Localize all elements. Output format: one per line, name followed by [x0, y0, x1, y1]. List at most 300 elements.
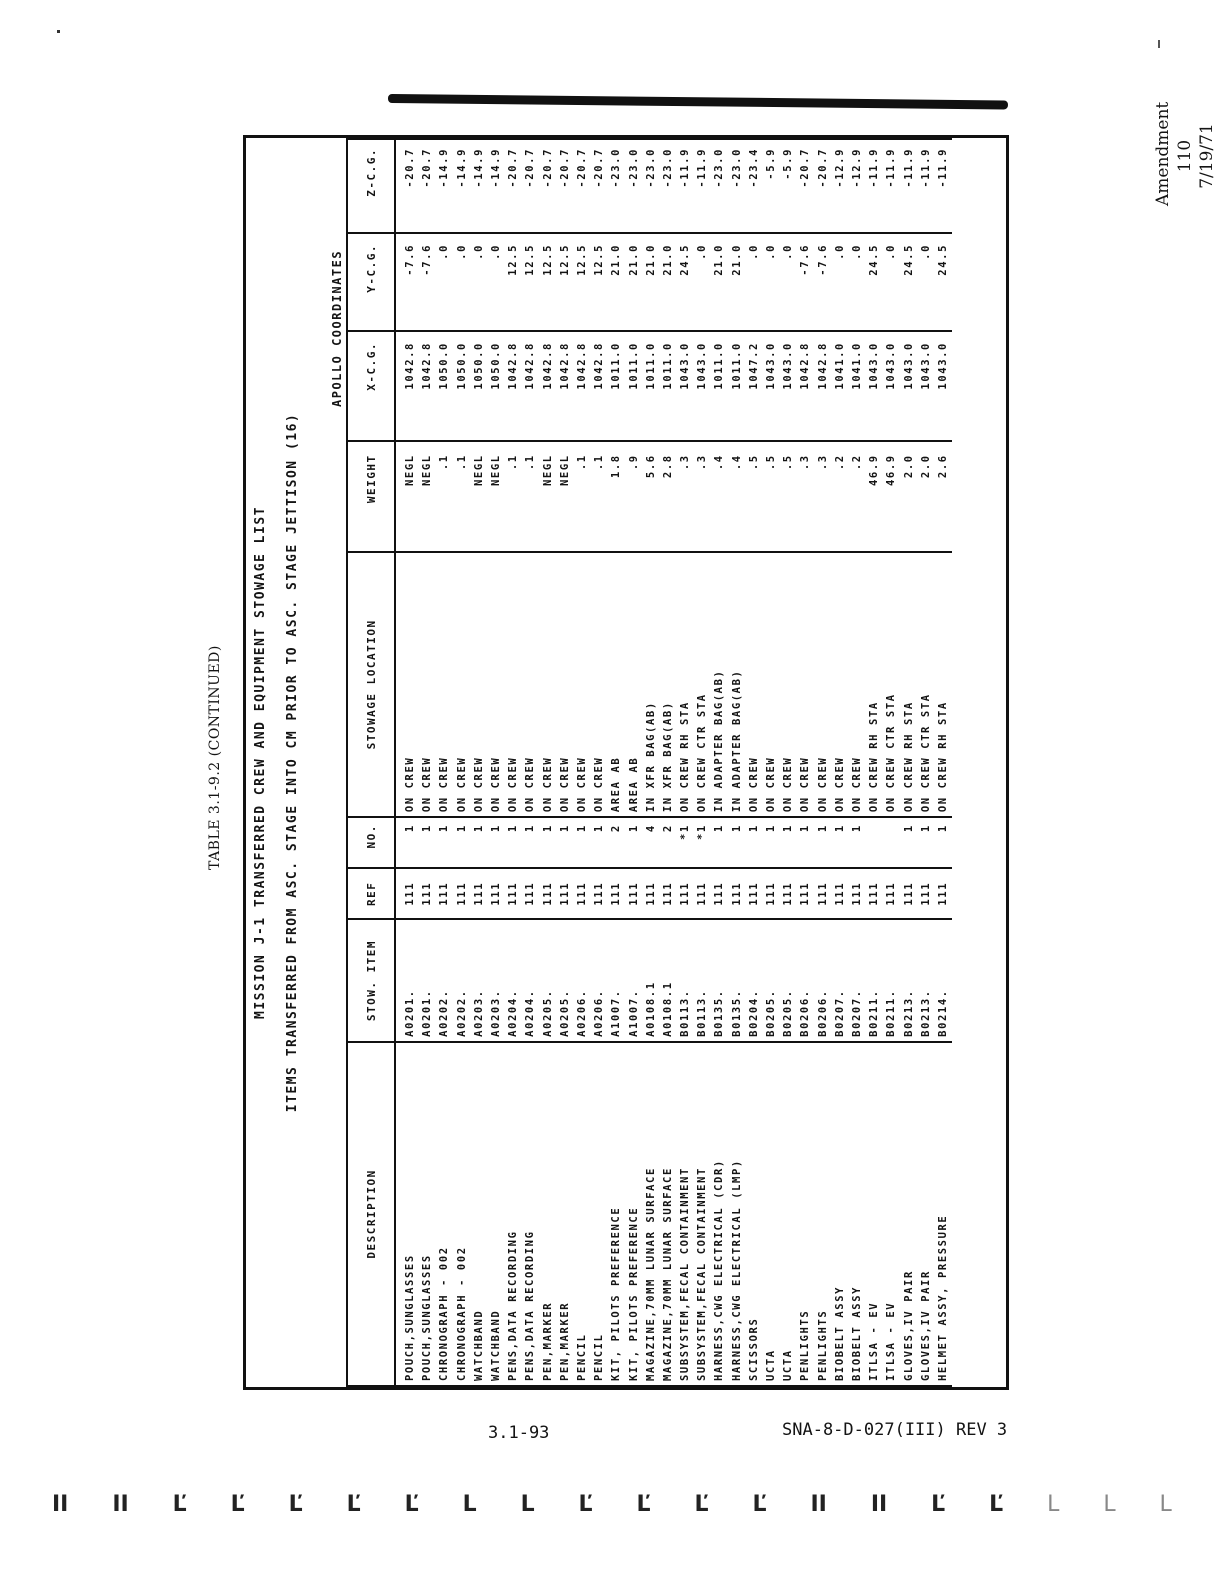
cell-ref: 111	[849, 868, 866, 919]
cell-loc: AREA AB	[625, 552, 642, 818]
cell-x: 1042.8	[505, 331, 522, 441]
cell-z: -11.9	[866, 139, 883, 233]
col-z-cg: Z-C.G.	[347, 139, 395, 233]
cell-x: 1042.8	[797, 331, 814, 441]
tab-mark: Ľ	[989, 1492, 1004, 1517]
cell-wt: NEGL	[395, 441, 419, 551]
cell-stow: B0213.	[900, 919, 917, 1042]
cell-z: -20.7	[505, 139, 522, 233]
table-row	[694, 139, 711, 1386]
cell-loc: ON CREW	[522, 552, 539, 818]
cell-x: 1043.0	[866, 331, 883, 441]
cell-y: .0	[763, 233, 780, 331]
cell-desc: SCISSORS	[746, 1042, 763, 1386]
cell-x: 1042.8	[815, 331, 832, 441]
cell-loc: ON CREW	[454, 552, 471, 818]
cell-x: 1042.8	[540, 331, 557, 441]
cell-loc: ON CREW	[505, 552, 522, 818]
cell-x: 1011.0	[608, 331, 625, 441]
table-row	[608, 139, 625, 1386]
cell-ref: 111	[643, 868, 660, 919]
cell-wt: 2.0	[900, 441, 917, 551]
cell-ref: 111	[711, 868, 728, 919]
cell-x: 1011.0	[711, 331, 728, 441]
cell-y: 12.5	[540, 233, 557, 331]
cell-desc: WATCHBAND	[471, 1042, 488, 1386]
cell-stow: B0211.	[866, 919, 883, 1042]
cell-loc: ON CREW	[574, 552, 591, 818]
cell-loc: IN XFR BAG(AB)	[660, 552, 677, 818]
cell-stow: B0214.	[935, 919, 952, 1042]
tab-mark: Ľ	[931, 1492, 946, 1517]
cell-y: .0	[746, 233, 763, 331]
cell-ref: 111	[471, 868, 488, 919]
cell-loc: ON CREW	[419, 552, 436, 818]
cell-wt: NEGL	[471, 441, 488, 551]
cell-z: -14.9	[454, 139, 471, 233]
redaction-pen-line	[388, 94, 1008, 109]
cell-y: .0	[918, 233, 935, 331]
cell-no	[866, 817, 883, 868]
cell-no: 2	[608, 817, 625, 868]
tab-mark: Ľ	[288, 1492, 303, 1517]
cell-desc: HARNESS,CWG ELECTRICAL (CDR)	[711, 1042, 728, 1386]
cell-loc: IN ADAPTER BAG(AB)	[711, 552, 728, 818]
cell-wt: .5	[780, 441, 797, 551]
cell-stow: B0206.	[797, 919, 814, 1042]
cell-wt: .3	[677, 441, 694, 551]
cell-no: 1	[540, 817, 557, 868]
cell-no	[883, 817, 900, 868]
cell-stow: B0135.	[711, 919, 728, 1042]
table-row	[505, 139, 522, 1386]
cell-no: 1	[522, 817, 539, 868]
cell-no: 1	[436, 817, 453, 868]
cell-loc: IN ADAPTER BAG(AB)	[729, 552, 746, 818]
cell-desc: ITLSA - EV	[883, 1042, 900, 1386]
cell-ref: 111	[488, 868, 505, 919]
cell-y: 24.5	[677, 233, 694, 331]
scan-speck	[1158, 40, 1160, 48]
cell-wt: .1	[505, 441, 522, 551]
cell-x: 1043.0	[918, 331, 935, 441]
col-y-cg: Y-C.G.	[347, 233, 395, 331]
cell-desc: UCTA	[763, 1042, 780, 1386]
cell-x: 1011.0	[643, 331, 660, 441]
tab-mark: Ľ	[404, 1492, 419, 1517]
tab-mark: Ľ	[172, 1492, 187, 1517]
cell-y: -7.6	[797, 233, 814, 331]
cell-ref: 111	[660, 868, 677, 919]
cell-loc: ON CREW	[832, 552, 849, 818]
cell-wt: .1	[574, 441, 591, 551]
tab-mark: L	[1047, 1492, 1060, 1517]
cell-wt: 1.8	[608, 441, 625, 551]
table-row	[935, 139, 952, 1386]
table-row	[574, 139, 591, 1386]
amendment-date: 7/19/71	[1197, 123, 1217, 189]
cell-loc: ON CREW	[849, 552, 866, 818]
cell-no: 1	[625, 817, 642, 868]
tab-mark: Ľ	[752, 1492, 767, 1517]
cell-wt: .4	[729, 441, 746, 551]
tab-mark: L	[462, 1492, 477, 1517]
cell-desc: POUCH,SUNGLASSES	[419, 1042, 436, 1386]
cell-desc: MAGAZINE,70MM LUNAR SURFACE	[643, 1042, 660, 1386]
table-row	[471, 139, 488, 1386]
apollo-coordinates-label: APOLLO COORDINATES	[330, 249, 344, 407]
cell-y: .0	[471, 233, 488, 331]
cell-x: 1042.8	[419, 331, 436, 441]
cell-wt: 46.9	[866, 441, 883, 551]
cell-no: 1	[395, 817, 419, 868]
cell-stow: B0211.	[883, 919, 900, 1042]
cell-wt: 2.0	[918, 441, 935, 551]
cell-y: .0	[694, 233, 711, 331]
cell-y: 21.0	[608, 233, 625, 331]
cell-x: 1043.0	[763, 331, 780, 441]
stowage-grid	[346, 138, 952, 1387]
cell-wt: .1	[454, 441, 471, 551]
cell-y: 21.0	[711, 233, 728, 331]
cell-no: *1	[694, 817, 711, 868]
cell-loc: AREA AB	[608, 552, 625, 818]
cell-z: -20.7	[522, 139, 539, 233]
cell-y: 21.0	[729, 233, 746, 331]
cell-ref: 111	[625, 868, 642, 919]
cell-z: -20.7	[574, 139, 591, 233]
cell-desc: SUBSYSTEM,FECAL CONTAINMENT	[694, 1042, 711, 1386]
table-caption: TABLE 3.1-9.2 (CONTINUED)	[207, 645, 223, 870]
cell-wt: NEGL	[557, 441, 574, 551]
cell-ref: 111	[780, 868, 797, 919]
cell-z: -23.0	[729, 139, 746, 233]
cell-desc: GLOVES,IV PAIR	[900, 1042, 917, 1386]
cell-y: .0	[849, 233, 866, 331]
col-weight: WEIGHT	[347, 441, 395, 551]
cell-x: 1041.0	[832, 331, 849, 441]
cell-wt: NEGL	[540, 441, 557, 551]
cell-loc: ON CREW	[746, 552, 763, 818]
table-row	[395, 139, 419, 1386]
cell-wt: 2.8	[660, 441, 677, 551]
table-row	[625, 139, 642, 1386]
cell-z: -20.7	[395, 139, 419, 233]
col-stowage-location: STOWAGE LOCATION	[347, 552, 395, 818]
cell-stow: A0202.	[436, 919, 453, 1042]
cell-stow: A0203.	[471, 919, 488, 1042]
cell-desc: PENLIGHTS	[797, 1042, 814, 1386]
cell-stow: B0113.	[694, 919, 711, 1042]
list-subtitle: ITEMS TRANSFERRED FROM ASC. STAGE INTO CM PRIOR TO ASC. STAGE JETTISON (16)	[285, 412, 300, 1113]
cell-no: 1	[574, 817, 591, 868]
cell-z: -20.7	[797, 139, 814, 233]
cell-no: 1	[488, 817, 505, 868]
cell-ref: 111	[395, 868, 419, 919]
cell-desc: BIOBELT ASSY	[832, 1042, 849, 1386]
col-ref: REF	[347, 868, 395, 919]
cell-wt: .2	[849, 441, 866, 551]
document-number: SNA-8-D-027(III) REV 3	[782, 1420, 1008, 1440]
amendment-number: Amendment 110	[1153, 101, 1195, 206]
cell-z: -11.9	[694, 139, 711, 233]
cell-stow: A0203.	[488, 919, 505, 1042]
cell-x: 1050.0	[488, 331, 505, 441]
cell-desc: PEN,MARKER	[540, 1042, 557, 1386]
cell-y: .0	[436, 233, 453, 331]
cell-ref: 111	[746, 868, 763, 919]
table-row	[522, 139, 539, 1386]
cell-wt: .3	[797, 441, 814, 551]
tab-mark: L	[1103, 1492, 1116, 1517]
table-row	[832, 139, 849, 1386]
cell-y: 12.5	[591, 233, 608, 331]
cell-y: 12.5	[574, 233, 591, 331]
cell-stow: B0204.	[746, 919, 763, 1042]
tab-mark: Ľ	[230, 1492, 245, 1517]
cell-z: -23.0	[625, 139, 642, 233]
cell-desc: SUBSYSTEM,FECAL CONTAINMENT	[677, 1042, 694, 1386]
table-row	[797, 139, 814, 1386]
cell-y: 21.0	[660, 233, 677, 331]
cell-ref: 111	[900, 868, 917, 919]
cell-stow: A0201.	[395, 919, 419, 1042]
cell-stow: B0205.	[780, 919, 797, 1042]
cell-stow: A1007.	[608, 919, 625, 1042]
cell-no: 1	[935, 817, 952, 868]
cell-z: -14.9	[436, 139, 453, 233]
cell-wt: 46.9	[883, 441, 900, 551]
cell-y: 24.5	[866, 233, 883, 331]
cell-loc: ON CREW RH STA	[677, 552, 694, 818]
cell-loc: ON CREW	[557, 552, 574, 818]
cell-stow: A0202.	[454, 919, 471, 1042]
cell-x: 1050.0	[436, 331, 453, 441]
cell-desc: HARNESS,CWG ELECTRICAL (LMP)	[729, 1042, 746, 1386]
table-row	[540, 139, 557, 1386]
cell-no: 1	[900, 817, 917, 868]
cell-y: .0	[832, 233, 849, 331]
cell-no: 1	[780, 817, 797, 868]
table-row	[454, 139, 471, 1386]
cell-z: -11.9	[935, 139, 952, 233]
table-row	[763, 139, 780, 1386]
cell-desc: UCTA	[780, 1042, 797, 1386]
cell-ref: 111	[591, 868, 608, 919]
cell-z: -5.9	[780, 139, 797, 233]
cell-wt: .4	[711, 441, 728, 551]
cell-stow: A0201.	[419, 919, 436, 1042]
cell-ref: 111	[419, 868, 436, 919]
cell-z: -20.7	[557, 139, 574, 233]
cell-desc: PENCIL	[574, 1042, 591, 1386]
tab-mark: Ľ	[694, 1492, 709, 1517]
cell-z: -14.9	[471, 139, 488, 233]
cell-z: -20.7	[815, 139, 832, 233]
table-row	[918, 139, 935, 1386]
table-row	[746, 139, 763, 1386]
table-row	[900, 139, 917, 1386]
table-row	[660, 139, 677, 1386]
cell-y: -7.6	[395, 233, 419, 331]
cell-z: -14.9	[488, 139, 505, 233]
cell-no: 1	[711, 817, 728, 868]
tab-mark: Ľ	[578, 1492, 593, 1517]
cell-z: -11.9	[677, 139, 694, 233]
cell-no: 1	[471, 817, 488, 868]
cell-no: 4	[643, 817, 660, 868]
cell-ref: 111	[557, 868, 574, 919]
col-no: NO.	[347, 817, 395, 868]
cell-desc: KIT, PILOTS PREFERENCE	[625, 1042, 642, 1386]
table-row	[419, 139, 436, 1386]
cell-y: 24.5	[900, 233, 917, 331]
cell-stow: A0204.	[505, 919, 522, 1042]
tab-mark: Ľ	[636, 1492, 651, 1517]
cell-no: 1	[815, 817, 832, 868]
cell-no: 1	[419, 817, 436, 868]
table-row	[866, 139, 883, 1386]
cell-x: 1050.0	[454, 331, 471, 441]
cell-desc: ITLSA - EV	[866, 1042, 883, 1386]
cell-y: 12.5	[557, 233, 574, 331]
cell-stow: B0113.	[677, 919, 694, 1042]
cell-stow: B0207.	[849, 919, 866, 1042]
cell-loc: ON CREW CTR STA	[883, 552, 900, 818]
cell-y: 24.5	[935, 233, 952, 331]
binder-tab-marks	[52, 1492, 1172, 1518]
cell-no: 1	[746, 817, 763, 868]
cell-ref: 111	[694, 868, 711, 919]
cell-y: .0	[780, 233, 797, 331]
cell-x: 1042.8	[591, 331, 608, 441]
cell-stow: B0206.	[815, 919, 832, 1042]
table-row	[883, 139, 900, 1386]
cell-x: 1043.0	[900, 331, 917, 441]
cell-z: -23.0	[608, 139, 625, 233]
cell-loc: IN XFR BAG(AB)	[643, 552, 660, 818]
cell-no: 2	[660, 817, 677, 868]
cell-stow: B0207.	[832, 919, 849, 1042]
cell-ref: 111	[540, 868, 557, 919]
cell-desc: PEN,MARKER	[557, 1042, 574, 1386]
cell-stow: A0206.	[591, 919, 608, 1042]
cell-ref: 111	[522, 868, 539, 919]
cell-wt: .5	[763, 441, 780, 551]
cell-loc: ON CREW	[591, 552, 608, 818]
cell-wt: .5	[746, 441, 763, 551]
column-header-row	[347, 139, 395, 1386]
table-row	[815, 139, 832, 1386]
cell-no: 1	[505, 817, 522, 868]
cell-ref: 111	[677, 868, 694, 919]
cell-ref: 111	[505, 868, 522, 919]
cell-loc: ON CREW	[471, 552, 488, 818]
table-row	[780, 139, 797, 1386]
table-row	[711, 139, 728, 1386]
cell-x: 1042.8	[574, 331, 591, 441]
cell-desc: CHRONOGRAPH - 002	[436, 1042, 453, 1386]
col-x-cg: X-C.G.	[347, 331, 395, 441]
cell-no: *1	[677, 817, 694, 868]
cell-z: -11.9	[900, 139, 917, 233]
cell-x: 1043.0	[694, 331, 711, 441]
cell-loc: ON CREW RH STA	[900, 552, 917, 818]
cell-no: 1	[591, 817, 608, 868]
cell-loc: ON CREW	[815, 552, 832, 818]
cell-ref: 111	[832, 868, 849, 919]
cell-wt: 5.6	[643, 441, 660, 551]
amendment-block	[1152, 101, 1220, 206]
cell-x: 1043.0	[935, 331, 952, 441]
tab-mark: L	[1159, 1492, 1172, 1517]
cell-stow: B0213.	[918, 919, 935, 1042]
cell-loc: ON CREW CTR STA	[694, 552, 711, 818]
cell-x: 1042.8	[522, 331, 539, 441]
cell-desc: POUCH,SUNGLASSES	[395, 1042, 419, 1386]
cell-y: -7.6	[419, 233, 436, 331]
cell-desc: HELMET ASSY, PRESSURE	[935, 1042, 952, 1386]
cell-desc: PENCIL	[591, 1042, 608, 1386]
cell-ref: 111	[883, 868, 900, 919]
cell-ref: 111	[866, 868, 883, 919]
cell-wt: .1	[522, 441, 539, 551]
cell-z: -20.7	[419, 139, 436, 233]
cell-desc: PENS,DATA RECORDING	[505, 1042, 522, 1386]
table-row	[643, 139, 660, 1386]
cell-no: 1	[763, 817, 780, 868]
cell-x: 1043.0	[780, 331, 797, 441]
cell-x: 1050.0	[471, 331, 488, 441]
cell-y: .0	[454, 233, 471, 331]
cell-ref: 111	[797, 868, 814, 919]
cell-ref: 111	[574, 868, 591, 919]
table-row	[729, 139, 746, 1386]
cell-loc: ON CREW	[540, 552, 557, 818]
cell-desc: KIT, PILOTS PREFERENCE	[608, 1042, 625, 1386]
scan-speck	[57, 30, 60, 33]
cell-no: 1	[557, 817, 574, 868]
cell-wt: NEGL	[488, 441, 505, 551]
cell-ref: 111	[815, 868, 832, 919]
cell-z: -20.7	[591, 139, 608, 233]
col-description: DESCRIPTION	[347, 1042, 395, 1386]
cell-x: 1011.0	[729, 331, 746, 441]
cell-stow: B0135.	[729, 919, 746, 1042]
cell-stow: A1007.	[625, 919, 642, 1042]
cell-desc: MAGAZINE,70MM LUNAR SURFACE	[660, 1042, 677, 1386]
cell-loc: ON CREW RH STA	[935, 552, 952, 818]
cell-no: 1	[454, 817, 471, 868]
cell-stow: A0108.1	[643, 919, 660, 1042]
cell-x: 1011.0	[625, 331, 642, 441]
cell-x: 1042.8	[557, 331, 574, 441]
col-stow-item: STOW. ITEM	[347, 919, 395, 1042]
cell-y: 21.0	[625, 233, 642, 331]
stowage-list-table	[243, 135, 1009, 1390]
table-row	[677, 139, 694, 1386]
tab-mark: II	[870, 1492, 888, 1517]
page-number: 3.1-93	[488, 1423, 550, 1443]
cell-z: -23.0	[643, 139, 660, 233]
cell-no: 1	[797, 817, 814, 868]
cell-z: -12.9	[849, 139, 866, 233]
cell-desc: GLOVES,IV PAIR	[918, 1042, 935, 1386]
cell-z: -23.4	[746, 139, 763, 233]
cell-wt: 2.6	[935, 441, 952, 551]
table-row	[488, 139, 505, 1386]
cell-wt: .2	[832, 441, 849, 551]
